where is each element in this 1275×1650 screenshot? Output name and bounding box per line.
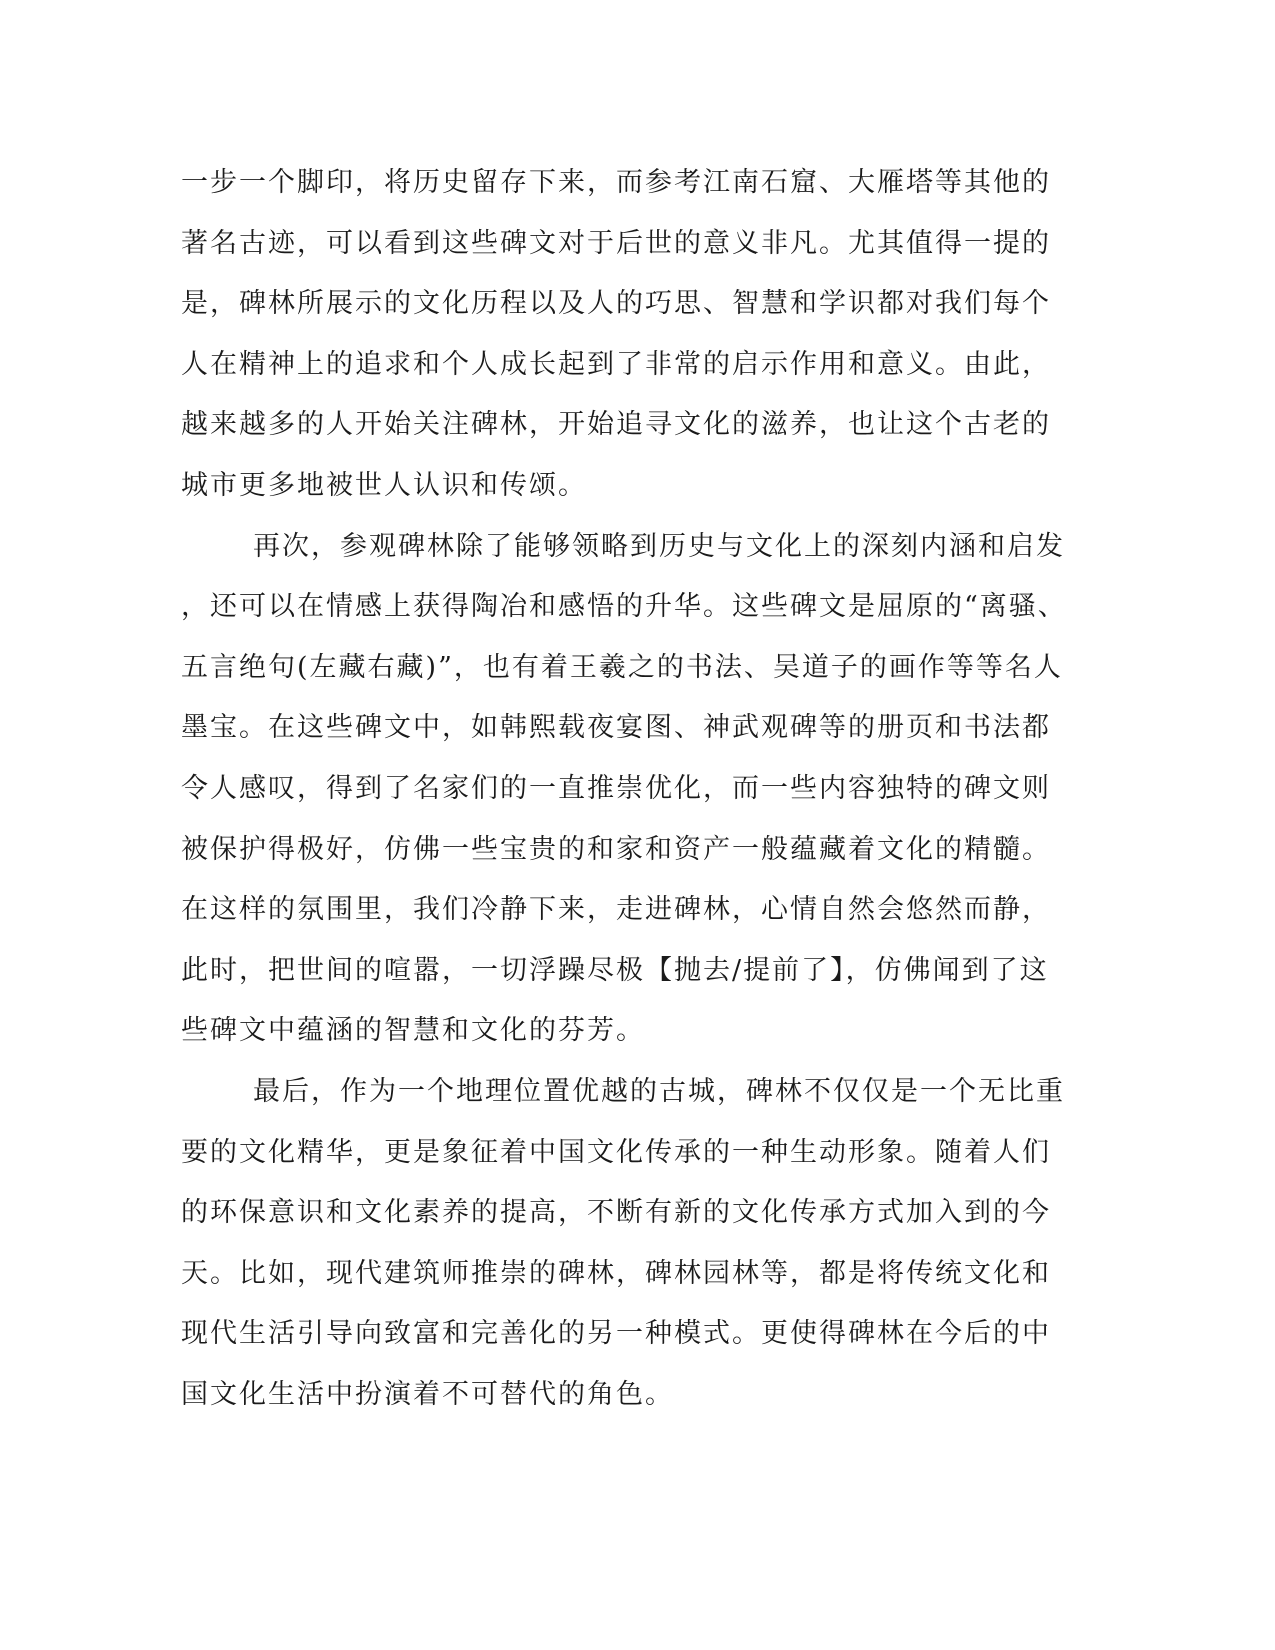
text-line: 一步一个脚印，将历史留存下来，而参考江南石窟、大雁塔等其他的 bbox=[181, 167, 1051, 198]
body-text bbox=[181, 153, 1067, 1425]
text-line: 要的文化精华，更是象征着中国文化传承的一种生动形象。随着人们 bbox=[181, 1136, 1051, 1168]
text-line: 被保护得极好，仿佛一些宝贵的和家和资产一般蕴藏着文化的精髓。 bbox=[181, 833, 1051, 865]
text-line: 在这样的氛围里，我们冷静下来，走进碑林，心情自然会悠然而静， bbox=[181, 894, 1051, 926]
text-line: 的环保意识和文化素养的提高，不断有新的文化传承方式加入到的今 bbox=[181, 1197, 1051, 1229]
text-line: 越来越多的人开始关注碑林，开始追寻文化的滋养，也让这个古老的 bbox=[181, 409, 1051, 441]
text-line: 著名古迹，可以看到这些碑文对于后世的意义非凡。尤其值得一提的 bbox=[181, 227, 1051, 259]
text-line: 天。比如，现代建筑师推崇的碑林，碑林园林等，都是将传统文化和 bbox=[181, 1257, 1051, 1289]
text-line: 国文化生活中扮演着不可替代的角色。 bbox=[181, 1378, 674, 1410]
text-line: 此时，把世间的喧嚣，一切浮躁尽极【抛去/提前了】，仿佛闻到了这 bbox=[181, 954, 1049, 986]
text-line: 是，碑林所展示的文化历程以及人的巧思、智慧和学识都对我们每个 bbox=[181, 288, 1051, 320]
text-line: 现代生活引导向致富和完善化的另一种模式。更使得碑林在今后的中 bbox=[181, 1318, 1051, 1350]
text-line: 城市更多地被世人认识和传颂。 bbox=[181, 469, 587, 501]
text-line: 五言绝句(左藏右藏)”，也有着王羲之的书法、吴道子的画作等等名人 bbox=[181, 651, 1063, 683]
text-line: 令人感叹，得到了名家们的一直推崇优化，而一些内容独特的碑文则 bbox=[181, 772, 1051, 804]
text-line: 人在精神上的追求和个人成长起到了非常的启示作用和意义。由此， bbox=[181, 348, 1051, 380]
text-line: 墨宝。在这些碑文中，如韩熙载夜宴图、神武观碑等的册页和书法都 bbox=[181, 712, 1051, 744]
text-line: 些碑文中蕴涵的智慧和文化的芬芳。 bbox=[181, 1015, 645, 1047]
text-line: ，还可以在情感上获得陶冶和感悟的升华。这些碑文是屈原的“离骚、 bbox=[181, 591, 1067, 623]
paragraph-start-line: 最后，作为一个地理位置优越的古城，碑林不仅仅是一个无比重 bbox=[253, 1075, 1065, 1107]
paragraph-start-line: 再次，参观碑林除了能够领略到历史与文化上的深刻内涵和启发 bbox=[253, 530, 1065, 562]
